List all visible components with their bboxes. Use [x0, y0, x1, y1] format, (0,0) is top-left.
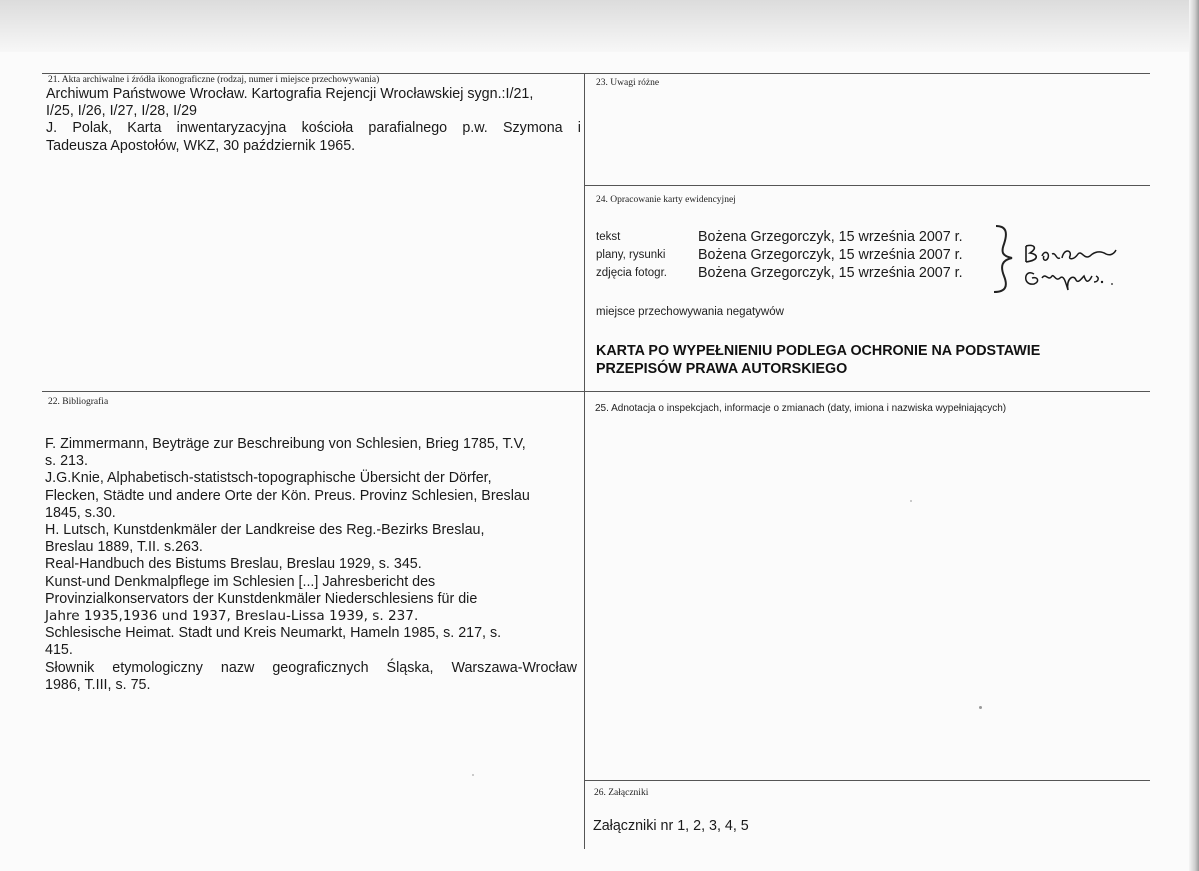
prepared-row-value: Bożena Grzegorczyk, 15 września 2007 r.	[698, 229, 963, 245]
prepared-row-label: tekst	[596, 231, 621, 243]
copyright-notice	[596, 342, 1040, 378]
column-divider	[584, 73, 585, 849]
negatives-label: miejsce przechowywania negatywów	[596, 306, 784, 318]
middle-rule	[42, 391, 1150, 392]
archives-line: I/25, I/26, I/27, I/28, I/29	[46, 103, 198, 120]
archives-line: Archiwum Państwowe Wrocław. Kartografia Rejencji Wrocławskiej sygn.:I/21,	[46, 86, 534, 102]
scan-speck	[472, 774, 474, 776]
bibliography-line: 415.	[45, 642, 73, 659]
bibliography-line: H. Lutsch, Kunstdenkmäler der Landkreise des Reg.-Bezirks Breslau,	[45, 522, 485, 539]
archives-line: J. Polak, Karta inwentaryzacyjna kościoła parafialnego p.w. Szymona i	[46, 120, 581, 137]
bibliography-line: Real-Handbuch des Bistums Breslau, Breslau 1929, s. 345.	[45, 556, 422, 573]
prepared-row-value: Bożena Grzegorczyk, 15 września 2007 r.	[698, 247, 963, 263]
bibliography-line: s. 213.	[45, 453, 88, 470]
prepared-row-value: Bożena Grzegorczyk, 15 września 2007 r.	[698, 265, 963, 281]
attachments-top-rule	[584, 780, 1150, 781]
bibliography-line: F. Zimmermann, Beyträge zur Beschreibung von Schlesien, Brieg 1785, T.V,	[45, 436, 526, 452]
prepared-row-label: plany, rysunki	[596, 249, 666, 261]
scan-speck	[979, 706, 982, 709]
bibliography-line: Słownik etymologiczny nazw geograficznych Śląska, Warszawa-Wrocław	[45, 659, 577, 676]
archives-line: Tadeusza Apostołów, WKZ, 30 październik 1965.	[46, 137, 356, 154]
attachments-label: 26. Załączniki	[594, 788, 649, 798]
archives-label: 21. Akta archiwalne i źródła ikonograficzne (rodzaj, numer i miejsce przechowywania)	[48, 75, 380, 85]
table-top-rule	[42, 73, 1150, 74]
scan-top-shadow	[0, 0, 1199, 52]
bibliography-line: Schlesische Heimat. Stadt und Kreis Neumarkt, Hameln 1985, s. 217, s.	[45, 625, 502, 642]
annotations-label: 25. Adnotacja o inspekcjach, informacje o zmianach (daty, imiona i nazwiska wypełniających)	[595, 403, 1007, 414]
bibliography-line: Kunst-und Denkmalpflege im Schlesien [...] Jahresbericht des	[45, 573, 436, 590]
notice-line: KARTA PO WYPEŁNIENIU PODLEGA OCHRONIE NA PODSTAWIE	[596, 343, 1041, 359]
remarks-label: 23. Uwagi różne	[596, 78, 660, 88]
scan-right-edge	[1189, 0, 1199, 871]
bibliography-line: J.G.Knie, Alphabetisch-statistsch-topographische Übersicht der Dörfer,	[45, 470, 492, 487]
prepared-row-label: zdjęcia fotogr.	[596, 267, 667, 279]
bibliography-label: 22. Bibliografia	[48, 397, 109, 407]
archives-text	[46, 86, 581, 155]
attachments-text: Załączniki nr 1, 2, 3, 4, 5	[593, 818, 749, 834]
bibliography-line: 1845, s.30.	[45, 504, 116, 521]
bibliography-text	[45, 436, 577, 694]
bibliography-line: 1986, T.III, s. 75.	[45, 676, 151, 693]
bibliography-line: Provinzialkonservators der Kunstdenkmäler Niederschlesiens für die	[45, 590, 478, 607]
bibliography-line: Flecken, Städte und andere Orte der Kön. Preus. Provinz Schlesien, Breslau	[45, 487, 530, 504]
notice-line: PRZEPISÓW PRAWA AUTORSKIEGO	[596, 361, 848, 377]
bibliography-line: Breslau 1889, T.II. s.263.	[45, 539, 203, 556]
bibliography-line: Jahre 1935,1936 und 1937, Breslau-Lissa 1939, s. 237.	[45, 608, 419, 625]
scan-speck	[910, 500, 912, 502]
handwritten-signature	[1020, 238, 1130, 296]
brace-icon	[990, 222, 1020, 294]
remarks-bottom-rule	[584, 185, 1150, 186]
prepared-label: 24. Opracowanie karty ewidencyjnej	[596, 195, 736, 205]
